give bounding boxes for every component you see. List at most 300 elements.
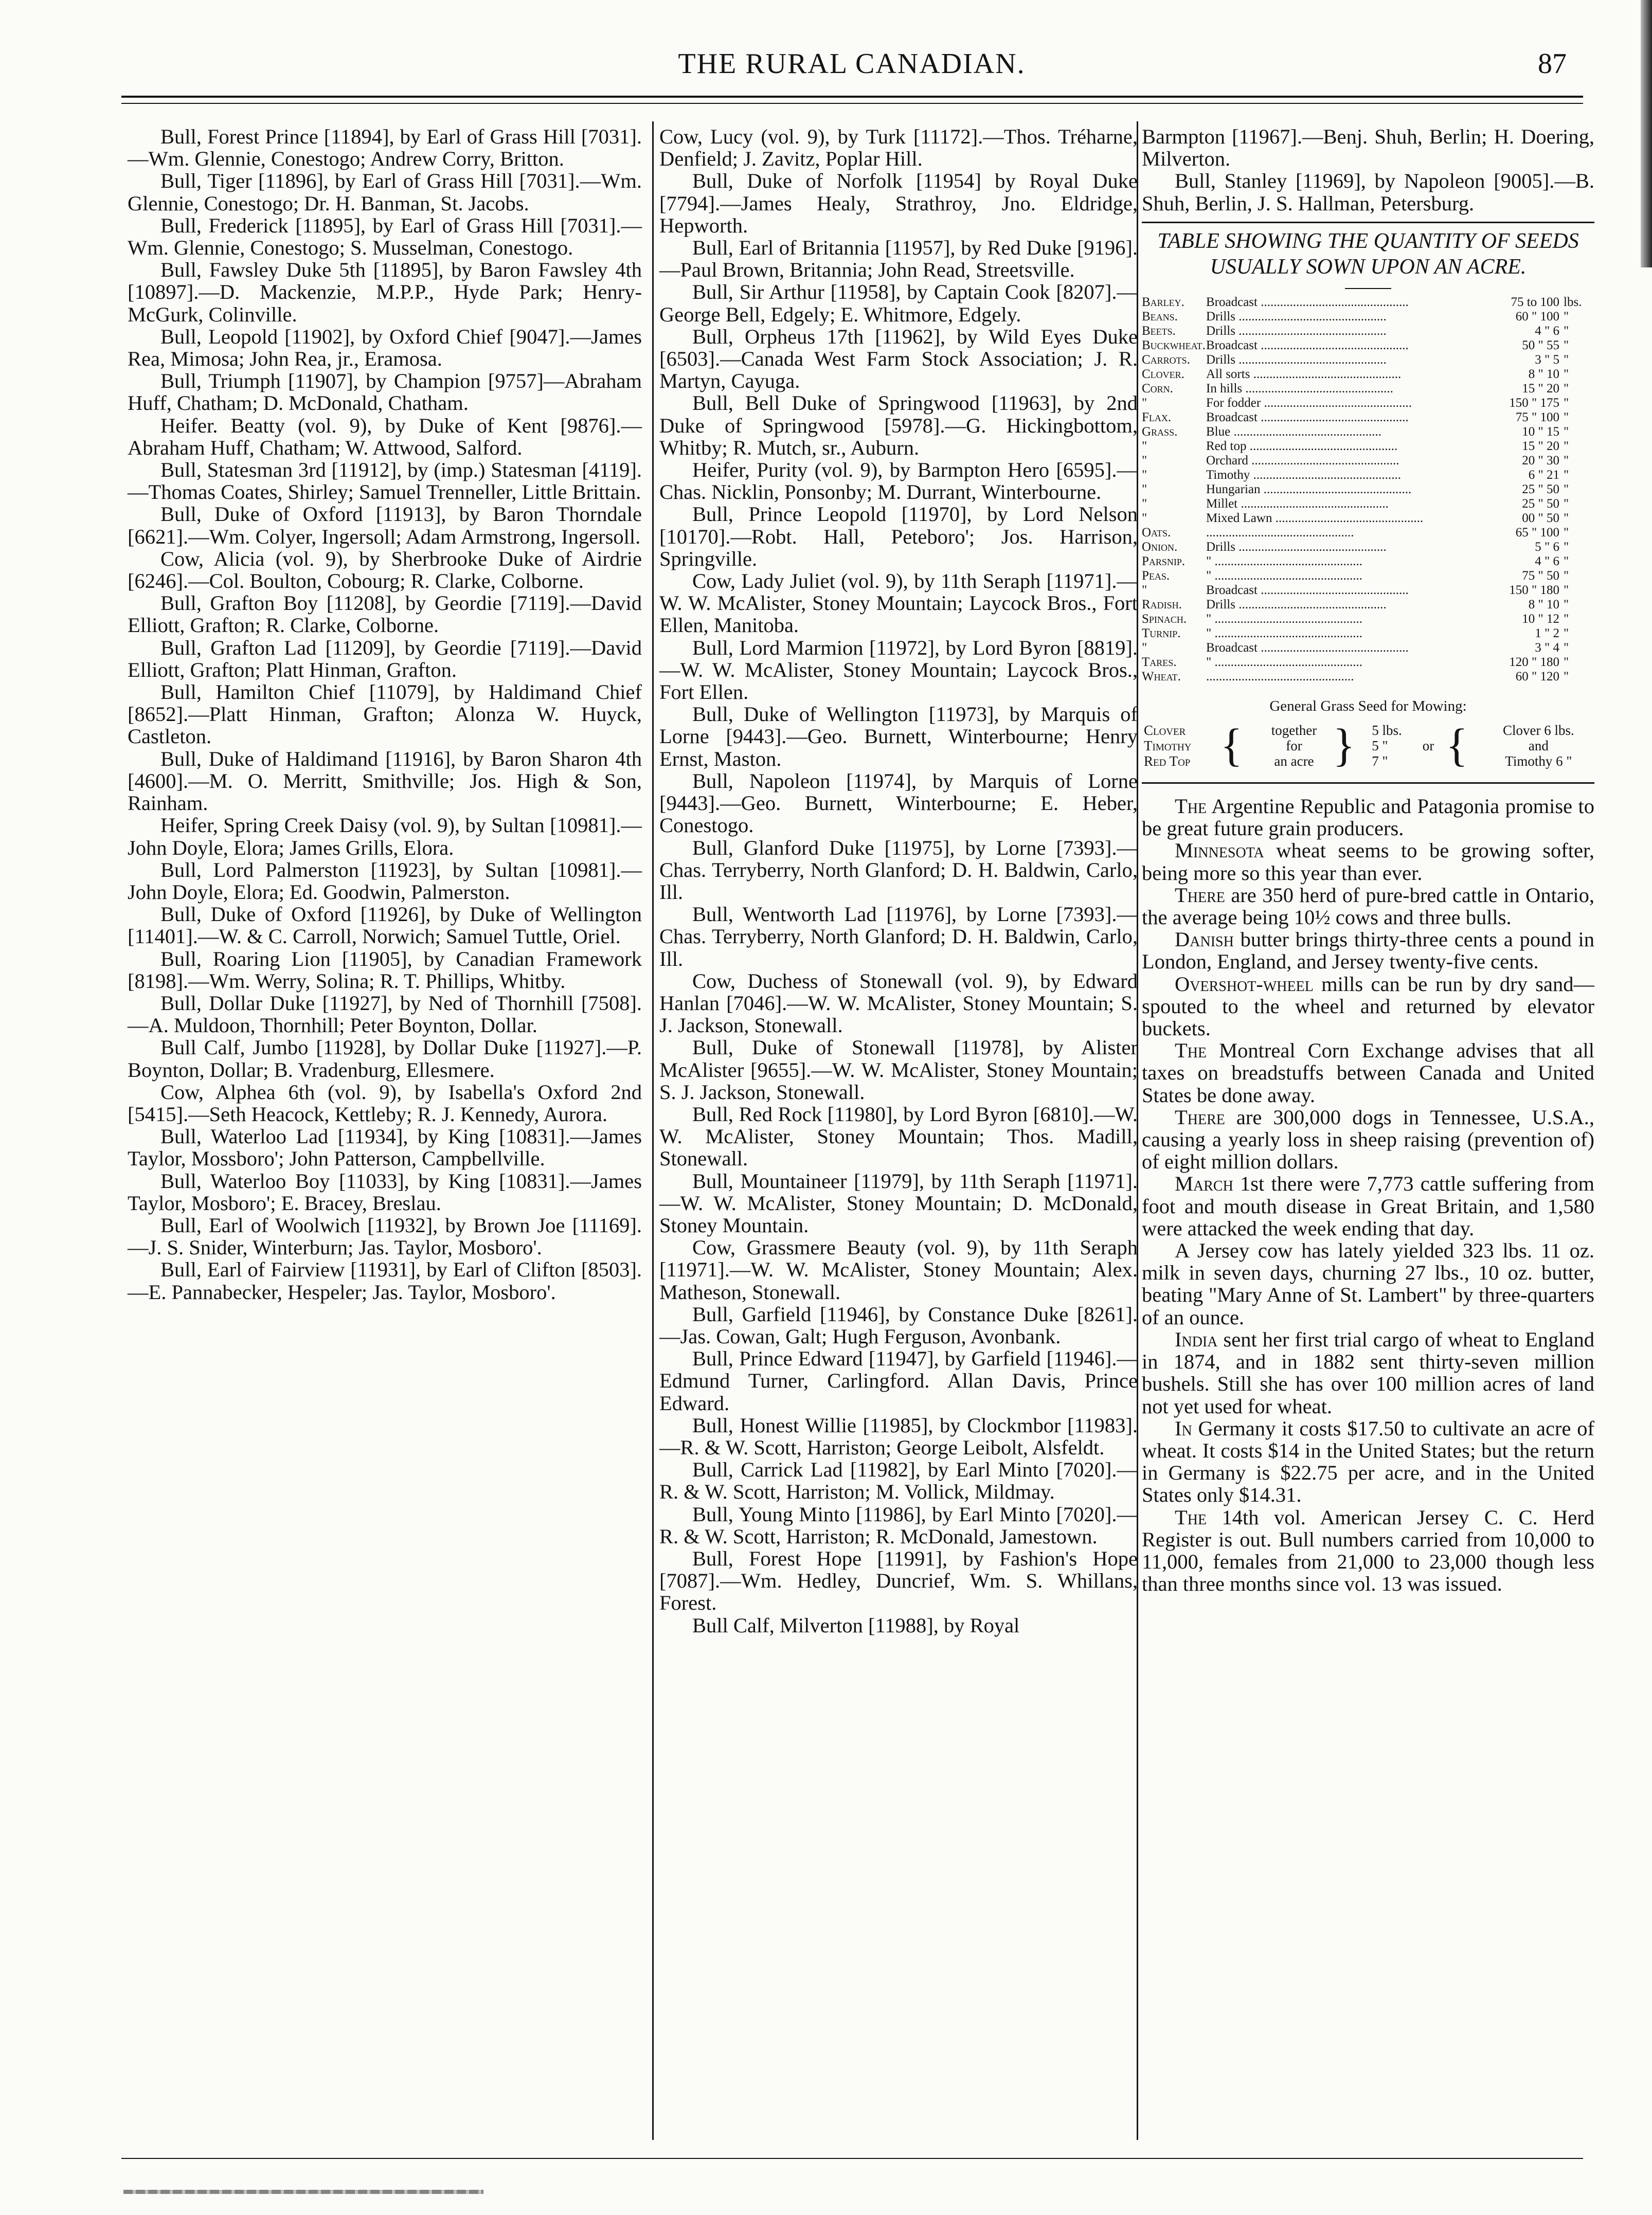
note-lead: Danish (1175, 928, 1234, 951)
seed-method (1206, 367, 1454, 382)
registry-entry: Cow, Alphea 6th (vol. 9), by Isabella's Oxford 2nd [5415].—Seth Heacock, Kettleby; R. J. Kennedy, Aurora. (128, 1080, 642, 1126)
grass-amount: 5 lbs. (1372, 723, 1402, 739)
seed-unit: " (1564, 367, 1569, 381)
registry-entry: Bull, Stanley [11969], by Napoleon [9005].—B. Shuh, Berlin, J. S. Hallman, Petersburg. (1142, 169, 1594, 215)
registry-entry: Bull, Napoleon [11974], by Marquis of Lorne [9443].—Geo. Burnett, Winterbourne; E. Heber, Conestogo. (659, 769, 1138, 837)
column-3-entries (1142, 125, 1594, 214)
column-3 (1142, 125, 1594, 1595)
registry-entry: Bull, Forest Prince [11894], by Earl of Grass Hill [7031].—Wm. Glennie, Conestogo; Andrew Corry, Britton. (128, 125, 642, 171)
news-note (1142, 1039, 1594, 1106)
note-body: 1st there were 7,773 cattle suffering from foot and mouth disease in Great Britain, and 1,580 were attacked the week ending that day. (1142, 1172, 1594, 1240)
registry-entry: Bull, Dollar Duke [11927], by Ned of Thornhill [7508].—A. Muldoon, Thornhill; Peter Boynton, Dollar. (128, 991, 642, 1037)
note-body: Germany it costs $17.50 to cultivate an acre of wheat. It costs $14 in the United States; but the return in Germany is $22.75 per acre, and in the United States only $14.31. (1142, 1416, 1594, 1507)
seed-quantity: 50 " 55 (1522, 338, 1559, 352)
header-rule-thick (121, 96, 1583, 98)
news-note (1142, 795, 1594, 839)
seed-unit: " (1564, 338, 1569, 352)
registry-entry: Bull, Bell Duke of Springwood [11963], by 2nd Duke of Springwood [5978].—G. Hickingbottom, Whitby; R. Mutch, sr., Auburn. (659, 391, 1138, 459)
seed-table-row (1142, 497, 1594, 511)
registry-entry: Bull Calf, Jumbo [11928], by Dollar Duke [11927].—P. Boynton, Dollar; B. Vradenburg, Ellesmere. (128, 1036, 642, 1082)
leader-dots: .............................................. (1257, 410, 1409, 424)
registry-entry: Bull, Mountaineer [11979], by 11th Seraph [11971].—W. W. McAlister, Stoney Mountain; D. McDonald, Stoney Mountain. (659, 1169, 1138, 1237)
registry-entry: Bull, Leopold [11902], by Oxford Chief [9047].—James Rea, Mimosa; John Rea, jr., Eramosa. (128, 325, 642, 371)
news-note (1142, 1417, 1594, 1506)
page-header (121, 47, 1582, 88)
seed-quantity: 75 " 100 (1515, 410, 1559, 424)
seed-quantity: 8 " 10 (1528, 597, 1559, 611)
registry-entry: Bull, Waterloo Boy [11033], by King [10831].—James Taylor, Mosboro'; E. Bracey, Breslau. (128, 1169, 642, 1215)
seed-table-row (1142, 324, 1594, 338)
note-body: wheat seems to be growing softer, being more so this year than ever. (1142, 839, 1594, 885)
seed-unit: " (1564, 453, 1569, 467)
news-note (1142, 928, 1594, 973)
left-brace: { (1220, 720, 1243, 771)
registry-entry: Bull, Hamilton Chief [11079], by Haldimand Chief [8652].—Platt Hinman, Grafton; Alonza W. Huyck, Castleton. (128, 680, 642, 748)
seed-quantity: 75 to 100 (1511, 295, 1559, 309)
seed-quantity: 20 " 30 (1522, 453, 1559, 467)
grass-seed-table (1142, 720, 1594, 771)
seed-quantity: 3 " 5 (1535, 352, 1559, 367)
seed-table-row (1142, 468, 1594, 482)
note-body: Argentine Republic and Patagonia promise to be great future grain producers. (1142, 795, 1594, 840)
leader-dots: .............................................. (1261, 395, 1412, 410)
registry-entry: Bull, Fawsley Duke 5th [11895], by Baron Fawsley 4th [10897].—D. Mackenzie, M.P.P., Hyde Park; Henry-McGurk, Colinville. (128, 258, 642, 326)
seed-method (1206, 540, 1454, 554)
seed-unit: " (1564, 395, 1569, 410)
note-body: are 350 herd of pure-bred cattle in Ontario, the average being 10½ cows and three bulls. (1142, 883, 1594, 929)
seed-method (1206, 410, 1454, 425)
seed-crop: Tares. (1142, 655, 1177, 669)
registry-entry: Bull, Duke of Norfolk [11954] by Royal Duke [7794].—James Healy, Strathroy, Jno. Eldridge, Hepworth. (659, 169, 1138, 237)
seed-quantity: 10 " 12 (1522, 611, 1559, 626)
seed-table-row (1142, 482, 1594, 497)
seed-quantity: 120 " 180 (1509, 655, 1559, 669)
grass-names (1142, 723, 1218, 769)
seed-method-label: Hungarian (1206, 482, 1261, 496)
seed-quantity: 25 " 50 (1522, 482, 1559, 496)
seed-unit: " (1564, 597, 1569, 611)
leader-dots: .............................................. (1257, 295, 1409, 309)
seed-method-label: For fodder (1206, 395, 1261, 410)
seed-unit: lbs. (1564, 295, 1582, 309)
note-lead: The (1175, 1039, 1207, 1063)
note-lead: There (1175, 883, 1225, 907)
seed-method (1206, 526, 1454, 540)
grass-amount: 7 " (1372, 753, 1388, 769)
leader-dots: .............................................. (1257, 583, 1409, 597)
leader-dots: .............................................. (1235, 352, 1387, 367)
seed-method (1206, 454, 1454, 468)
note-body: Montreal Corn Exchange advises that all taxes on breadstuffs between Canada and United States be done away. (1142, 1039, 1594, 1107)
seed-table-row (1142, 295, 1594, 310)
seed-unit: " (1564, 655, 1569, 669)
registry-entry: Bull, Duke of Wellington [11973], by Marquis of Lorne [9443].—Geo. Burnett, Winterbourne; Henry Ernst, Maston. (659, 703, 1138, 770)
registry-entry: Bull, Earl of Fairview [11931], by Earl of Clifton [8503].—E. Pannabecker, Hespeler; Jas. Taylor, Mosboro'. (128, 1258, 642, 1304)
seed-crop: " (1142, 496, 1147, 511)
grass-seed-heading: General Grass Seed for Mowing: (1269, 697, 1467, 714)
seed-crop: Flax. (1142, 410, 1172, 424)
registry-entry: Bull, Prince Edward [11947], by Garfield [11946].—Edmund Turner, Carlingford. Allan Davis, Prince Edward. (659, 1347, 1138, 1415)
seed-method-label: " (1206, 655, 1212, 669)
seed-method-label: " (1206, 568, 1212, 583)
seed-unit: " (1564, 467, 1569, 482)
seed-unit: " (1564, 568, 1569, 583)
seed-unit: " (1564, 309, 1569, 323)
seed-crop: Clover. (1142, 367, 1184, 381)
seed-method (1206, 338, 1454, 353)
seed-table-row (1142, 367, 1594, 382)
leader-dots: .............................................. (1211, 611, 1362, 626)
seed-table-row (1142, 655, 1594, 670)
seed-method (1206, 598, 1454, 612)
leader-dots: .............................................. (1260, 482, 1412, 496)
seed-unit: " (1564, 323, 1569, 338)
seed-unit: " (1564, 626, 1569, 640)
seed-table-row (1142, 425, 1594, 439)
grass-mid-text: together (1271, 723, 1317, 739)
note-lead: India (1175, 1327, 1218, 1351)
seed-table-row (1142, 353, 1594, 367)
registry-entry: Bull, Duke of Oxford [11913], by Baron Thorndale [6621].—Wm. Colyer, Ingersoll; Adam Armstrong, Ingersoll. (128, 502, 642, 548)
seed-unit: " (1564, 410, 1569, 424)
seed-method (1206, 641, 1454, 655)
seed-unit: " (1564, 611, 1569, 626)
seed-unit: " (1564, 352, 1569, 367)
page-number: 87 (1538, 48, 1567, 80)
seed-table-row (1142, 396, 1594, 410)
seed-crop: Spinach. (1142, 611, 1187, 626)
note-body: are 300,000 dogs in Tennessee, U.S.A., causing a yearly loss in sheep raising (prevention of) of eight million dollars. (1142, 1105, 1594, 1174)
grass-alt-text: and (1528, 738, 1549, 754)
leader-dots: .............................................. (1246, 439, 1398, 453)
grass-mid-text: an acre (1274, 753, 1314, 769)
leader-dots: .............................................. (1235, 323, 1387, 338)
registry-entry: Bull, Duke of Haldimand [11916], by Baron Sharon 4th [4600].—M. O. Merritt, Smithville; Jos. High & Son, Rainham. (128, 747, 642, 815)
registry-entry: Bull, Roaring Lion [11905], by Canadian Framework [8198].—Wm. Werry, Solina; R. T. Phillips, Whitby. (128, 947, 642, 993)
note-body: A Jersey cow has lately yielded 323 lbs. 11 oz. milk in seven days, churning 27 lbs., 10 oz. butter, beating "Mary Anne of St. Lambert" by three-quarters of an ounce. (1142, 1239, 1594, 1329)
seed-crop: Oats. (1142, 525, 1171, 539)
seed-method-label: All sorts (1206, 367, 1250, 381)
registry-entry: Barmpton [11967].—Benj. Shuh, Berlin; H. Doering, Milverton. (1142, 125, 1594, 171)
seed-crop: " (1142, 482, 1147, 496)
seed-table-row (1142, 598, 1594, 612)
seed-method (1206, 670, 1454, 684)
seed-unit: " (1564, 583, 1569, 597)
seed-crop: Parsnip. (1142, 554, 1186, 568)
registry-entry: Heifer, Spring Creek Daisy (vol. 9), by Sultan [10981].—John Doyle, Elora; James Grills, Elora. (128, 814, 642, 859)
registry-entry: Bull, Wentworth Lad [11976], by Lorne [7393].—Chas. Terryberry, North Glanford; D. H. Baldwin, Carlo, Ill. (659, 903, 1138, 970)
seed-method-label: Drills (1206, 323, 1235, 338)
leader-dots: .............................................. (1242, 381, 1393, 395)
seed-quantity: 4 " 6 (1535, 323, 1559, 338)
seed-quantity: 150 " 180 (1509, 583, 1559, 597)
seed-table-row (1142, 569, 1594, 583)
seed-method-label: Red top (1206, 439, 1247, 453)
leader-dots: .............................................. (1257, 338, 1409, 352)
seed-method (1206, 324, 1454, 338)
seed-method-label: In hills (1206, 381, 1243, 395)
registry-entry: Bull, Triumph [11907], by Champion [9757]—Abraham Huff, Chatham; D. McDonald, Chatham. (128, 369, 642, 415)
seed-quantity: 75 " 50 (1522, 568, 1559, 583)
seed-table-row (1142, 454, 1594, 468)
leader-dots: .............................................. (1248, 453, 1399, 467)
registry-entry: Bull, Frederick [11895], by Earl of Grass Hill [7031].—Wm. Glennie, Conestogo; S. Musselman, Conestogo. (128, 213, 642, 260)
seed-unit: " (1564, 525, 1569, 539)
news-note (1142, 1506, 1594, 1595)
header-rule-thin (121, 103, 1583, 104)
seed-crop: Buckwheat. (1142, 338, 1206, 352)
leader-dots: .............................................. (1206, 525, 1354, 539)
seed-quantity: 150 " 175 (1509, 395, 1559, 410)
seed-crop: " (1142, 453, 1147, 467)
right-brace: } (1333, 720, 1355, 771)
note-lead: There (1175, 1105, 1225, 1129)
seed-table-row (1142, 338, 1594, 353)
seed-table-row (1142, 583, 1594, 598)
seed-table-title: TABLE SHOWING THE QUANTITY OF SEEDS USUALLY SOWN UPON AN ACRE. (1157, 229, 1579, 279)
seed-method-label: Drills (1206, 539, 1235, 554)
leader-dots: .............................................. (1235, 597, 1387, 611)
note-lead: The (1175, 1505, 1207, 1529)
news-note (1142, 1173, 1594, 1239)
seed-crop: " (1142, 439, 1147, 453)
registry-entry: Bull, Glanford Duke [11975], by Lorne [7393].—Chas. Terryberry, North Glanford; D. H. Baldwin, Carlo, Ill. (659, 836, 1138, 904)
seed-table-row (1142, 410, 1594, 425)
note-body: 14th vol. American Jersey C. C. Herd Register is out. Bull numbers carried from 10,000 to 11,000, females from 21,000 to 23,000 though less than three months since vol. 13 was issued. (1142, 1505, 1594, 1596)
registry-entry: Bull, Garfield [11946], by Constance Duke [8261].—Jas. Cowan, Galt; Hugh Ferguson, Avonbank. (659, 1302, 1138, 1348)
registry-entry: Bull, Red Rock [11980], by Lord Byron [6810].—W. W. McAlister, Stoney Mountain; Thos. Madill, Stonewall. (659, 1102, 1138, 1170)
grass-name: Clover (1144, 723, 1186, 739)
seed-method (1206, 439, 1454, 454)
seed-quantity: 60 " 100 (1515, 309, 1559, 323)
scan-artifact (123, 2190, 483, 2194)
seed-table-row (1142, 310, 1594, 324)
registry-entry: Bull, Honest Willie [11985], by Clockmbor [11983].—R. & W. Scott, Harriston; George Leibolt, Alsfeldt. (659, 1413, 1138, 1459)
grass-mid-text: for (1286, 738, 1302, 754)
leader-dots: .............................................. (1257, 640, 1409, 655)
leader-dots: .............................................. (1250, 467, 1401, 482)
seed-unit: " (1564, 539, 1569, 554)
news-note (1142, 1239, 1594, 1328)
seed-crop: Beets. (1142, 323, 1176, 338)
seed-method (1206, 396, 1454, 410)
registry-entry: Bull, Earl of Woolwich [11932], by Brown Joe [11169].—J. S. Snider, Winterburn; Jas. Taylor, Mosboro'. (128, 1213, 642, 1259)
leader-dots: .............................................. (1272, 511, 1424, 525)
registry-entry: Bull, Earl of Britannia [11957], by Red Duke [9196].—Paul Brown, Britannia; John Read, Streetsville. (659, 236, 1138, 282)
registry-entry: Bull, Orpheus 17th [11962], by Wild Eyes Duke [6503].—Canada West Farm Stock Association; J. R. Martyn, Cayuga. (659, 325, 1138, 393)
seed-quantity: 15 " 20 (1522, 439, 1559, 453)
seed-quantity: 3 " 4 (1535, 640, 1559, 655)
leader-dots: .............................................. (1250, 367, 1402, 381)
seed-quantity: 60 " 120 (1515, 669, 1559, 683)
leader-dots: .............................................. (1235, 539, 1387, 554)
grass-or: or (1422, 738, 1434, 754)
registry-entry: Bull, Tiger [11896], by Earl of Grass Hill [7031].—Wm. Glennie, Conestogo; Dr. H. Banman, St. Jacobs. (128, 169, 642, 215)
seed-method (1206, 569, 1454, 583)
seed-unit: " (1564, 496, 1569, 511)
leader-dots: .............................................. (1211, 568, 1362, 583)
seed-crop: Corn. (1142, 381, 1173, 395)
grass-alt-text: Clover 6 lbs. (1502, 723, 1574, 739)
seed-unit: " (1564, 482, 1569, 496)
seed-method-label: " (1206, 611, 1212, 626)
seed-table-row (1142, 382, 1594, 396)
registry-entry: Bull, Sir Arthur [11958], by Captain Cook [8207].—George Bell, Edgely; E. Whitmore, Edgely. (659, 280, 1138, 326)
seed-quantity: 65 " 100 (1515, 525, 1559, 539)
seed-quantity: 15 " 20 (1522, 381, 1559, 395)
seed-method (1206, 612, 1454, 626)
registry-entry: Bull, Young Minto [11986], by Earl Minto [7020].—R. & W. Scott, Harriston; R. McDonald, Jamestown. (659, 1502, 1138, 1548)
footer-rule (121, 2158, 1583, 2159)
seed-unit: " (1564, 554, 1569, 568)
registry-entry: Bull, Grafton Boy [11208], by Geordie [7119].—David Elliott, Grafton; R. Clarke, Colborne. (128, 591, 642, 637)
note-lead: March (1175, 1172, 1233, 1196)
registry-entry: Bull, Prince Leopold [11970], by Lord Nelson [10170].—Robt. Hall, Peteboro'; Jos. Harrison, Springville. (659, 502, 1138, 570)
registry-entry: Heifer, Purity (vol. 9), by Barmpton Hero [6595].—Chas. Nicklin, Ponsonby; M. Durrant, Winterbourne. (659, 458, 1138, 504)
seed-table-row (1142, 626, 1594, 641)
seed-method-label: Broadcast (1206, 583, 1258, 597)
seed-method (1206, 295, 1454, 310)
seed-crop: " (1142, 511, 1147, 525)
seed-method-label: Millet (1206, 496, 1238, 511)
seed-crop: Beans. (1142, 309, 1178, 323)
seed-table-row (1142, 670, 1594, 684)
seed-quantity: 25 " 50 (1522, 496, 1559, 511)
registry-entry: Bull, Grafton Lad [11209], by Geordie [7119].—David Elliott, Grafton; Platt Hinman, Grafton. (128, 636, 642, 681)
registry-entry: Cow, Alicia (vol. 9), by Sherbrooke Duke of Airdrie [6246].—Col. Boulton, Cobourg; R. Clarke, Colborne. (128, 547, 642, 593)
note-lead: In (1175, 1416, 1192, 1440)
note-lead: The (1175, 795, 1207, 818)
leader-dots: .............................................. (1211, 655, 1362, 669)
seed-unit: " (1564, 439, 1569, 453)
registry-entry: Cow, Lady Juliet (vol. 9), by 11th Seraph [11971].—W. W. McAlister, Stoney Mountain; Laycock Bros., Fort Ellen, Manitoba. (659, 569, 1138, 637)
seed-method (1206, 511, 1454, 526)
grass-name: Timothy (1144, 738, 1192, 754)
registry-entry: Bull Calf, Milverton [11988], by Royal (692, 1613, 1020, 1637)
seed-method-label: Mixed Lawn (1206, 511, 1272, 525)
column-1 (128, 125, 642, 1303)
note-lead: Minnesota (1175, 839, 1264, 862)
seed-table-row (1142, 526, 1594, 540)
seed-method-label: " (1206, 626, 1212, 640)
grass-mid (1258, 723, 1331, 769)
seed-table-row (1142, 439, 1594, 454)
grass-amount: 5 " (1372, 738, 1388, 754)
seed-unit: " (1564, 640, 1569, 655)
seed-crop: Turnip. (1142, 626, 1181, 640)
seed-quantity: 4 " 6 (1535, 554, 1559, 568)
seed-method-label: Broadcast (1206, 338, 1258, 352)
seed-crop: Carrots. (1142, 352, 1190, 367)
seed-quantity: 6 " 21 (1528, 467, 1559, 482)
seed-table-row (1142, 641, 1594, 655)
seed-method (1206, 482, 1454, 497)
seed-method-label: Drills (1206, 309, 1235, 323)
seed-method-label: Broadcast (1206, 410, 1258, 424)
short-rule (1345, 288, 1391, 289)
seed-crop: Grass. (1142, 424, 1178, 439)
seed-unit: " (1564, 424, 1569, 439)
news-notes (1142, 795, 1594, 1595)
seed-method (1206, 655, 1454, 670)
seed-method (1206, 583, 1454, 598)
seed-method (1206, 468, 1454, 482)
seed-method (1206, 425, 1454, 439)
news-note (1142, 973, 1594, 1040)
registry-entry: Bull, Lord Palmerston [11923], by Sultan [10981].—John Doyle, Elora; Ed. Goodwin, Palmerston. (128, 858, 642, 904)
grass-amounts (1370, 723, 1420, 769)
seed-table-row (1142, 511, 1594, 526)
seed-crop: " (1142, 395, 1147, 410)
news-note (1142, 1106, 1594, 1173)
seed-crop: Peas. (1142, 568, 1170, 583)
registry-entry: Bull, Statesman 3rd [11912], by (imp.) Statesman [4119].—Thomas Coates, Shirley; Samuel Trenneller, Little Brittain. (128, 458, 642, 504)
seed-method-label: Broadcast (1206, 295, 1258, 309)
registry-entry: Bull, Duke of Stonewall [11978], by Alister McAlister [9655].—W. W. McAlister, Stoney Mountain; S. J. Jackson, Stonewall. (659, 1036, 1138, 1104)
seed-method-label: Broadcast (1206, 640, 1258, 655)
seed-method (1206, 497, 1454, 511)
page-edge-shadow (1641, 0, 1652, 267)
note-lead: Overshot-wheel (1175, 972, 1314, 996)
seed-crop: Radish. (1142, 597, 1182, 611)
registry-entry: Cow, Grassmere Beauty (vol. 9), by 11th Seraph [11971].—W. W. McAlister, Stoney Mountain; Alex. Matheson, Stonewall. (659, 1236, 1138, 1304)
seed-table-row (1142, 540, 1594, 554)
news-note (1142, 839, 1594, 884)
left-brace: { (1445, 720, 1468, 771)
seed-method-label: " (1206, 554, 1212, 568)
seed-method-label: Drills (1206, 597, 1235, 611)
grass-alt-text: Timothy 6 " (1505, 753, 1572, 769)
seed-table-row (1142, 612, 1594, 626)
registry-entry: Bull, Forest Hope [11991], by Fashion's Hope [7087].—Wm. Hedley, Duncrief, Wm. S. Whillans, Forest. (659, 1547, 1138, 1615)
leader-dots: .............................................. (1206, 669, 1354, 683)
registry-entry: Bull, Duke of Oxford [11926], by Duke of Wellington [11401].—W. & C. Carroll, Norwich; Samuel Tuttle, Oriel. (128, 903, 642, 948)
news-note (1142, 884, 1594, 928)
leader-dots: .............................................. (1230, 424, 1381, 439)
news-note (1142, 1328, 1594, 1417)
column-2 (659, 125, 1138, 1636)
leader-dots: .............................................. (1211, 554, 1362, 568)
registry-entry: Bull, Lord Marmion [11972], by Lord Byron [8819].—W. W. McAlister, Stoney Mountain; Laycock Bros., Fort Ellen. (659, 636, 1138, 704)
seed-unit: " (1564, 511, 1569, 525)
seed-method (1206, 626, 1454, 641)
seed-quantity: 00 " 50 (1522, 511, 1559, 525)
note-body: butter brings thirty-three cents a pound in London, England, and Jersey twenty-five cents. (1142, 928, 1594, 974)
seed-method (1206, 310, 1454, 324)
seed-method-label: Blue (1206, 424, 1231, 439)
registry-entry: Cow, Lucy (vol. 9), by Turk [11172].—Thos. Tréharne, Denfield; J. Zavitz, Poplar Hill. (659, 125, 1138, 171)
seed-quantity: 8 " 10 (1528, 367, 1559, 381)
seed-method-label: Drills (1206, 352, 1235, 367)
seed-unit: " (1564, 381, 1569, 395)
section-rule (1142, 782, 1594, 784)
column-divider (652, 121, 654, 2140)
registry-entry: Cow, Duchess of Stonewall (vol. 9), by Edward Hanlan [7046].—W. W. McAlister, Stoney Mountain; S. J. Jackson, Stonewall. (659, 969, 1138, 1037)
registry-entry: Bull, Waterloo Lad [11934], by King [10831].—James Taylor, Mossboro'; John Patterson, Campbellville. (128, 1125, 642, 1170)
leader-dots: .............................................. (1211, 626, 1362, 640)
note-body: mills can be run by dry sand—spouted to the wheel and returned by elevator buckets. (1142, 972, 1594, 1040)
seed-method (1206, 353, 1454, 367)
registry-entry: Heifer. Beatty (vol. 9), by Duke of Kent [9876].—Abraham Huff, Chatham; W. Attwood, Salford. (128, 413, 642, 459)
section-rule (1142, 222, 1594, 223)
grass-alt (1483, 723, 1594, 769)
seed-quantity: 10 " 15 (1522, 424, 1559, 439)
seed-crop: Onion. (1142, 539, 1178, 554)
seed-crop: " (1142, 583, 1147, 597)
seed-crop: " (1142, 467, 1147, 482)
seed-crop: Barley. (1142, 295, 1184, 309)
seed-quantity: 5 " 6 (1535, 539, 1559, 554)
